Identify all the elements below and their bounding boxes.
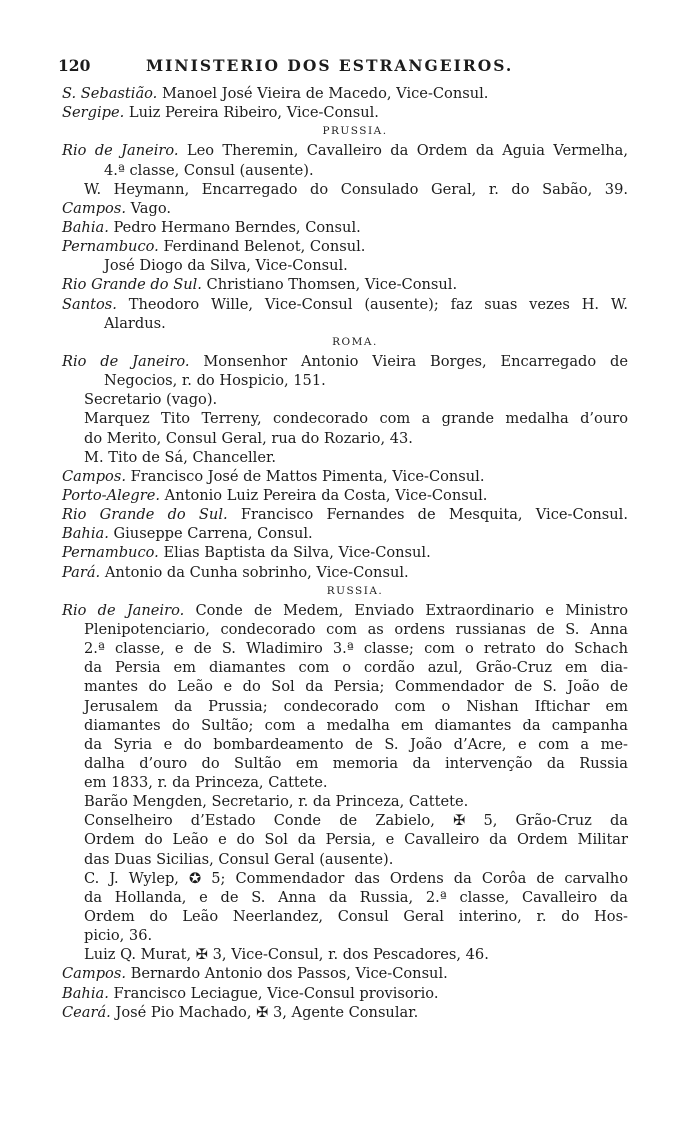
text-line bbox=[84, 658, 628, 677]
place-name: Santos. bbox=[62, 295, 117, 313]
entry-text: Francisco Fernandes de Mesquita, Vice-Consul. bbox=[227, 506, 628, 524]
entry-text: Ferdinand Belenot, Consul. bbox=[158, 238, 366, 256]
entry-text: Conde de Medem, Enviado Extraordinario e Ministro bbox=[184, 601, 629, 619]
place-name: Campos. bbox=[62, 965, 126, 983]
place-name: Rio de Janeiro. bbox=[62, 601, 185, 619]
entry-text: Vago. bbox=[125, 199, 172, 217]
entry-text: Marquez Tito Terreny, condecorado com a grande medalha d’ouro bbox=[84, 410, 628, 428]
entry-text: picio, 36. bbox=[84, 927, 153, 945]
section-heading bbox=[0, 582, 628, 601]
entry-text: Ordem do Leão e do Sol da Persia, e Cavalleiro da Ordem Militar bbox=[84, 831, 628, 849]
text-line bbox=[84, 409, 628, 428]
entry-text: W. Heymann, Encarregado do Consulado Geral, r. do Sabão, 39. bbox=[84, 180, 628, 198]
text-line bbox=[104, 371, 628, 390]
entry-text: 4.ª classe, Consul (ausente). bbox=[104, 161, 314, 179]
entry-text: Francisco Leciague, Vice-Consul provisorio. bbox=[108, 984, 439, 1002]
running-title: MINISTERIO DOS ESTRANGEIROS. bbox=[146, 56, 514, 75]
text-line bbox=[62, 601, 628, 620]
text-line bbox=[84, 697, 628, 716]
text-line bbox=[84, 926, 628, 945]
text-line bbox=[84, 716, 628, 735]
text-line bbox=[84, 677, 628, 696]
text-line bbox=[84, 850, 628, 869]
entry-text: Jerusalem da Prussia; condecorado com o Nishan Iftichar em bbox=[84, 697, 628, 715]
entry-text: Elias Baptista da Silva, Vice-Consul. bbox=[158, 544, 431, 562]
entry-text: do Merito, Consul Geral, rua do Rozario, 43. bbox=[84, 429, 413, 447]
place-name: Ceará. bbox=[62, 1003, 111, 1021]
entry-text: Plenipotenciario, condecorado com as ordens russianas de S. Anna bbox=[84, 620, 628, 638]
text-line bbox=[84, 754, 628, 773]
place-name: Rio de Janeiro. bbox=[62, 352, 190, 370]
section-heading-text: PRUSSIA. bbox=[322, 125, 388, 138]
entry-text: Alardus. bbox=[104, 314, 166, 332]
place-name: Rio Grande do Sul. bbox=[62, 276, 202, 294]
place-name: Rio Grande do Sul. bbox=[62, 506, 228, 524]
running-header bbox=[58, 56, 632, 78]
text-line bbox=[84, 639, 628, 658]
text-line bbox=[104, 256, 628, 275]
place-name: Pará. bbox=[62, 563, 101, 581]
place-name: Bahia. bbox=[62, 984, 109, 1002]
entry-text: Monsenhor Antonio Vieira Borges, Encarregado de bbox=[189, 352, 628, 370]
entry-text: Barão Mengden, Secretario, r. da Princeza, Cattete. bbox=[84, 793, 469, 811]
text-line bbox=[62, 199, 628, 218]
text-line bbox=[62, 295, 628, 314]
place-name: Campos. bbox=[62, 199, 126, 217]
entry-text: 2.ª classe, e de S. Wladimiro 3.ª classe; com o retrato do Schach bbox=[84, 640, 628, 658]
entry-text: M. Tito de Sá, Chanceller. bbox=[84, 448, 276, 466]
text-line bbox=[62, 984, 628, 1003]
text-line bbox=[84, 390, 628, 409]
place-name: Campos. bbox=[62, 467, 126, 485]
text-line bbox=[62, 218, 628, 237]
text-line bbox=[62, 486, 628, 505]
entry-text: José Pio Machado, ✠ 3, Agente Consular. bbox=[110, 1003, 419, 1021]
entry-text: Negocios, r. do Hospicio, 151. bbox=[104, 372, 326, 390]
place-name: Sergipe. bbox=[62, 104, 125, 122]
text-body bbox=[0, 84, 682, 1022]
place-name: Pernambuco. bbox=[62, 238, 159, 256]
text-line bbox=[84, 830, 628, 849]
text-line bbox=[104, 161, 628, 180]
text-line bbox=[62, 505, 628, 524]
text-line bbox=[84, 735, 628, 754]
section-heading bbox=[0, 333, 628, 352]
place-name: Bahia. bbox=[62, 218, 109, 236]
text-line bbox=[62, 103, 628, 122]
entry-text: Secretario (vago). bbox=[84, 391, 218, 409]
text-line bbox=[62, 467, 628, 486]
text-line bbox=[84, 448, 628, 467]
entry-text: em 1833, r. da Princeza, Cattete. bbox=[84, 774, 328, 792]
text-line bbox=[62, 352, 628, 371]
entry-text: Pedro Hermano Berndes, Consul. bbox=[108, 218, 361, 236]
entry-text: Leo Theremin, Cavalleiro da Ordem da Aguia Vermelha, bbox=[178, 142, 628, 160]
text-line bbox=[62, 84, 628, 103]
text-line bbox=[62, 141, 628, 160]
place-name: Porto-Alegre. bbox=[62, 486, 161, 504]
text-line bbox=[62, 1003, 628, 1022]
place-name: Pernambuco. bbox=[62, 544, 159, 562]
text-line bbox=[84, 811, 628, 830]
entry-text: Antonio Luiz Pereira da Costa, Vice-Consul. bbox=[160, 486, 488, 504]
entry-text: da Hollanda, e de S. Anna da Russia, 2.ª classe, Cavalleiro da bbox=[84, 888, 628, 906]
section-heading-text: RUSSIA. bbox=[326, 584, 384, 597]
entry-text: Ordem do Leão Neerlandez, Consul Geral interino, r. do Hos- bbox=[84, 908, 628, 926]
text-line bbox=[62, 964, 628, 983]
text-line bbox=[84, 888, 628, 907]
text-line bbox=[84, 429, 628, 448]
text-line bbox=[84, 945, 628, 964]
text-line bbox=[84, 180, 628, 199]
entry-text: José Diogo da Silva, Vice-Consul. bbox=[104, 257, 348, 275]
text-line bbox=[84, 907, 628, 926]
place-name: S. Sebastião. bbox=[62, 85, 158, 102]
text-line bbox=[62, 275, 628, 294]
entry-text: Luiz Pereira Ribeiro, Vice-Consul. bbox=[124, 104, 379, 122]
text-line bbox=[84, 869, 628, 888]
text-line bbox=[104, 314, 628, 333]
text-line bbox=[62, 237, 628, 256]
entry-text: Antonio da Cunha sobrinho, Vice-Consul. bbox=[100, 563, 409, 581]
entry-text: Luiz Q. Murat, ✠ 3, Vice-Consul, r. dos Pescadores, 46. bbox=[84, 946, 489, 964]
place-name: Bahia. bbox=[62, 525, 109, 543]
entry-text: C. J. Wylep, ✪ 5; Commendador das Ordens da Corôa de carvalho bbox=[84, 869, 628, 887]
entry-text: diamantes do Sultão; com a medalha em diamantes da campanha bbox=[84, 716, 628, 734]
entry-text: Giuseppe Carrena, Consul. bbox=[108, 525, 313, 543]
entry-text: mantes do Leão e do Sol da Persia; Commendador de S. João de bbox=[84, 678, 628, 696]
entry-text: Theodoro Wille, Vice-Consul (ausente); faz suas vezes H. W. bbox=[116, 295, 628, 313]
entry-text: Manoel José Vieira de Macedo, Vice-Consul. bbox=[157, 85, 489, 102]
text-line bbox=[84, 620, 628, 639]
entry-text: Francisco José de Mattos Pimenta, Vice-Consul. bbox=[125, 467, 485, 485]
entry-text: dalha d’ouro do Sultão em memoria da intervenção da Russia bbox=[84, 754, 628, 772]
page-number: 120 bbox=[58, 56, 91, 75]
text-line bbox=[84, 773, 628, 792]
entry-text: da Persia em diamantes com o cordão azul, Grão-Cruz em dia- bbox=[84, 659, 628, 677]
entry-text: das Duas Sicilias, Consul Geral (ausente). bbox=[84, 850, 394, 868]
text-line bbox=[62, 563, 628, 582]
entry-text: Christiano Thomsen, Vice-Consul. bbox=[201, 276, 458, 294]
text-line bbox=[62, 524, 628, 543]
text-line bbox=[62, 543, 628, 562]
entry-text: Conselheiro d’Estado Conde de Zabielo, ✠ 5, Grão-Cruz da bbox=[84, 812, 628, 830]
place-name: Rio de Janeiro. bbox=[62, 142, 179, 160]
section-heading-text: ROMA. bbox=[332, 335, 378, 348]
entry-text: da Syria e do bombardeamento de S. João d’Acre, e com a me- bbox=[84, 735, 628, 753]
text-line bbox=[84, 792, 628, 811]
section-heading bbox=[0, 122, 628, 141]
entry-text: Bernardo Antonio dos Passos, Vice-Consul. bbox=[125, 965, 448, 983]
